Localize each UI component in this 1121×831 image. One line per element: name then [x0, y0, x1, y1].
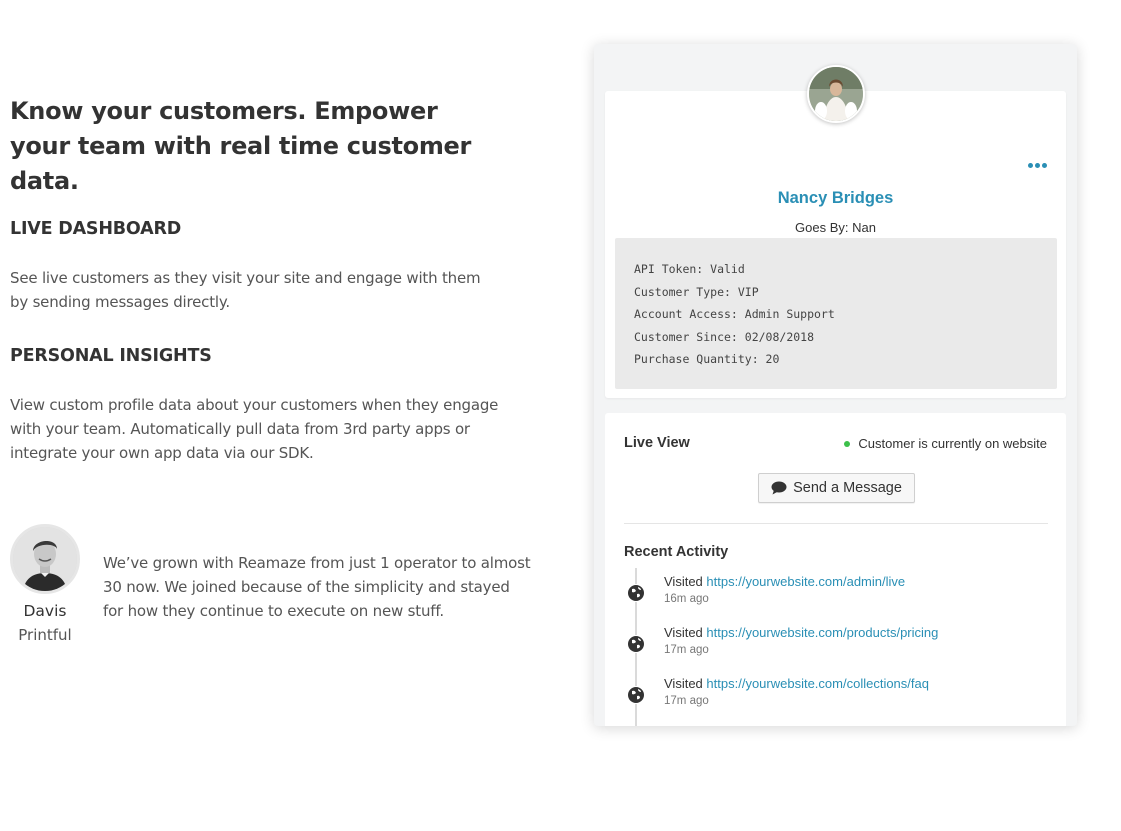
globe-icon [627, 584, 645, 602]
more-options-icon[interactable] [1028, 161, 1050, 171]
live-view-card [605, 413, 1066, 726]
attribute-purchase-quantity: Purchase Quantity: 20 [634, 352, 780, 367]
goes-by [605, 220, 1066, 235]
customer-avatar [807, 65, 865, 123]
divider [624, 523, 1048, 524]
section-title-personal-insights: PERSONAL INSIGHTS [10, 346, 212, 366]
attribute-customer-type: Customer Type: VIP [634, 284, 759, 299]
activity-link[interactable]: https://yourwebsite.com/collections/faq [706, 676, 929, 691]
recent-activity-title: Recent Activity [624, 544, 729, 560]
activity-text [664, 625, 938, 640]
globe-icon [627, 635, 645, 653]
activity-prefix: Visited [664, 625, 703, 640]
chat-bubble-icon [771, 481, 787, 495]
activity-item [627, 625, 1047, 665]
activity-item [627, 676, 1047, 716]
activity-time: 17m ago [664, 644, 709, 656]
online-status-dot [844, 441, 850, 447]
goes-by-label: Goes By: [795, 220, 849, 235]
testimonial-avatar [10, 524, 80, 594]
activity-link[interactable]: https://yourwebsite.com/admin/live [706, 574, 906, 589]
send-message-button[interactable] [758, 473, 915, 503]
page-headline: Know your customers. Empower your team with real time customer data. [10, 97, 472, 195]
goes-by-value: Nan [852, 220, 876, 235]
customer-name[interactable]: Nancy Bridges [777, 189, 894, 207]
attribute-api-token: API Token: Valid [634, 262, 745, 276]
testimonial-name: Davis [23, 602, 67, 620]
activity-text [664, 574, 905, 589]
live-status-text: Customer is currently on website [858, 436, 1047, 451]
attribute-customer-since: Customer Since: 02/08/2018 [634, 329, 815, 344]
live-view-title: Live View [624, 435, 690, 451]
globe-icon [627, 686, 645, 704]
testimonial-quote: We’ve grown with Reamaze from just 1 operator to almost 30 now. We joined because of the simplicity and stayed for how they continue to execute on new stuff. [103, 554, 531, 620]
section-body-personal-insights: View custom profile data about your customers when they engage with your team. Automatically pull data from 3rd party apps or integrate your own app data via our SDK. [10, 396, 499, 462]
customer-attributes [615, 238, 1057, 389]
customer-panel [594, 44, 1077, 726]
activity-prefix: Visited [664, 676, 703, 691]
activity-text [664, 676, 929, 691]
activity-link[interactable]: https://yourwebsite.com/products/pricing [706, 625, 939, 640]
attribute-account-access: Account Access: Admin Support [634, 307, 835, 322]
section-body-live-dashboard: See live customers as they visit your site and engage with them by sending messages directly. [10, 269, 481, 311]
activity-time: 17m ago [664, 695, 709, 707]
section-title-live-dashboard: LIVE DASHBOARD [10, 219, 182, 239]
activity-time: 16m ago [664, 593, 709, 605]
activity-prefix: Visited [664, 574, 703, 589]
profile-card [605, 91, 1066, 398]
live-status [844, 436, 1047, 451]
activity-item [627, 574, 1047, 614]
testimonial-company: Printful [18, 626, 72, 644]
send-message-label: Send a Message [793, 480, 902, 496]
